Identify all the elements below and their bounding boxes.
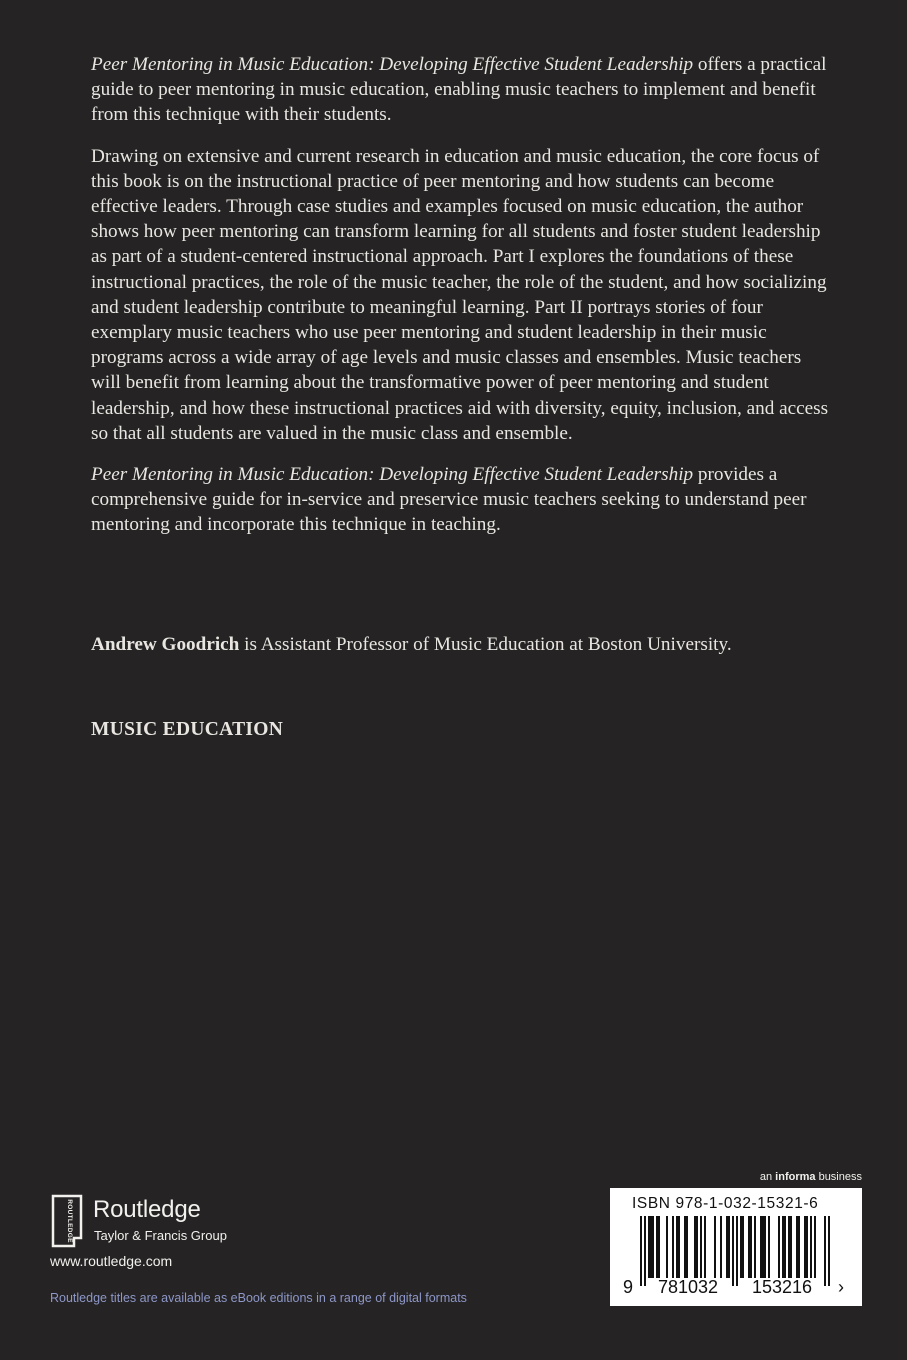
barcode-bar xyxy=(666,1216,668,1278)
barcode-bar xyxy=(684,1216,688,1278)
description-paragraph-1 xyxy=(91,52,831,128)
author-name: Andrew Goodrich xyxy=(91,634,240,655)
barcode-bar xyxy=(656,1216,660,1278)
logo-vertical-text: ROUTLEDGE xyxy=(66,1199,73,1243)
barcode-end-marker-icon: › xyxy=(838,1277,844,1297)
description-text: offers a practical guide to peer mentoring in music education, enabling music teachers to implement and benefit from this technique with their students. xyxy=(91,54,827,126)
barcode-bar xyxy=(824,1216,826,1286)
barcode-graphic xyxy=(610,1188,862,1306)
barcode-bar xyxy=(732,1216,734,1286)
publisher-group: Taylor & Francis Group xyxy=(94,1228,227,1243)
book-title: Peer Mentoring in Music Education: Developing Effective Student Leadership xyxy=(91,464,694,486)
informa-suffix: business xyxy=(815,1171,862,1183)
description-paragraph-2: Drawing on extensive and current research in education and music education, the core focus of this book is on the instructional practice of peer mentoring and how students can become effective leaders. Through case studies and examples focused on music education, the author shows how peer mentoring can transform learning for all students and foster student leadership as part of a student-centered instructional approach. Part I explores the foundations of these instructional practices, the role of the music teacher, the role of the student, and how socializing and student leadership contribute to meaningful learning. Part II portrays stories of four exemplary music teachers who use peer mentoring and student leadership in their music programs across a wide array of age levels and music classes and ensembles. Music teachers will benefit from learning about the transformative power of peer mentoring and student leadership, and how these instructional practices aid with diversity, equity, inclusion, and access so that all students are valued in the music class and ensemble. xyxy=(91,145,829,444)
barcode-bar xyxy=(778,1216,780,1278)
barcode-bar xyxy=(726,1216,730,1278)
book-description xyxy=(91,52,831,554)
author-bio xyxy=(91,632,851,657)
informa-brand: informa xyxy=(775,1171,816,1183)
barcode-bar xyxy=(748,1216,752,1278)
informa-prefix: an xyxy=(759,1171,776,1183)
barcode-bar xyxy=(714,1216,716,1278)
barcode-bar xyxy=(720,1216,722,1278)
barcode-bar xyxy=(810,1216,812,1278)
isbn-barcode xyxy=(610,1188,862,1306)
barcode-bar xyxy=(676,1216,680,1278)
barcode-bar xyxy=(736,1216,738,1286)
description-paragraph-3 xyxy=(91,462,831,538)
isbn-label: ISBN 978-1-032-15321-6 xyxy=(632,1195,819,1212)
barcode-bar xyxy=(814,1216,816,1278)
description-text: provides a comprehensive guide for in-service and preservice music teachers seeking to understand peer mentoring and incorporate this technique in teaching. xyxy=(91,464,807,536)
barcode-bar xyxy=(694,1216,698,1278)
barcode-bar xyxy=(700,1216,702,1278)
barcode-bar xyxy=(740,1216,744,1278)
barcode-bar xyxy=(804,1216,808,1278)
informa-business-tagline xyxy=(760,1171,862,1183)
barcode-bar xyxy=(648,1216,654,1278)
barcode-bar xyxy=(644,1216,646,1286)
barcode-digits: 153216 xyxy=(751,1277,813,1297)
author-bio-text: is Assistant Professor of Music Education at Boston University. xyxy=(239,634,732,655)
barcode-bar xyxy=(760,1216,766,1278)
publisher-name: Routledge xyxy=(93,1196,201,1223)
book-title: Peer Mentoring in Music Education: Developing Effective Student Leadership xyxy=(91,54,694,75)
barcode-bar xyxy=(704,1216,706,1278)
barcode-bar xyxy=(768,1216,770,1278)
barcode-bar xyxy=(828,1216,830,1286)
barcode-bar xyxy=(796,1216,800,1278)
publisher-logo xyxy=(50,1192,310,1252)
barcode-digits: 781032 xyxy=(657,1277,719,1297)
ebook-availability-note: Routledge titles are available as eBook editions in a range of digital formats xyxy=(50,1291,467,1305)
barcode-bar xyxy=(754,1216,756,1278)
routledge-logo-icon xyxy=(50,1194,84,1248)
barcode-bar xyxy=(640,1216,642,1286)
subject-category: MUSIC EDUCATION xyxy=(91,719,284,740)
barcode-bar xyxy=(672,1216,674,1278)
publisher-website: www.routledge.com xyxy=(50,1253,173,1269)
barcode-bar xyxy=(788,1216,792,1278)
barcode-digits: 9 xyxy=(622,1277,634,1297)
barcode-bar xyxy=(782,1216,786,1278)
